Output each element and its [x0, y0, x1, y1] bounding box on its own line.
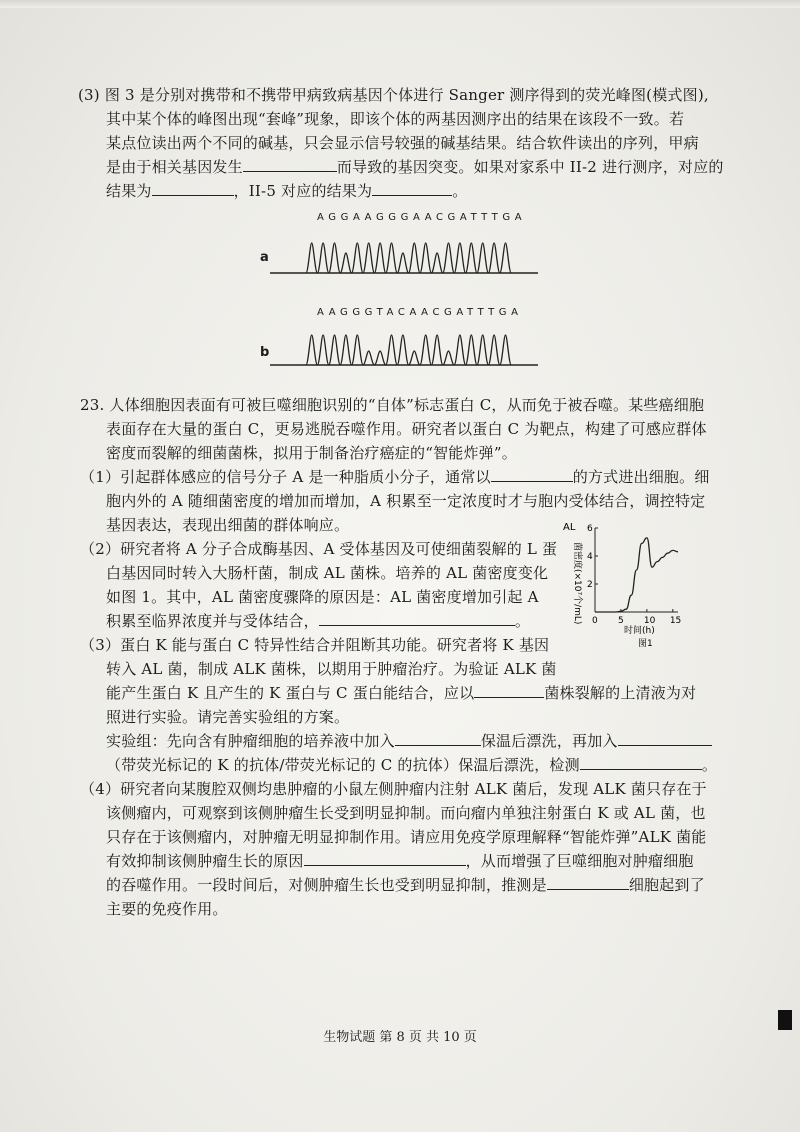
q23-p3-text-e: （带荧光标记的 K 的抗体/带荧光标记的 C 的抗体）保温后漂洗，检测 [106, 756, 580, 774]
q23-p4-text-d: 细胞起到了 [628, 876, 705, 894]
figure-1-caption: 图1 [638, 639, 653, 648]
y-tick-label: 2 [587, 580, 593, 590]
answer-blank-mutation-type[interactable] [243, 155, 337, 172]
answer-blank-control-strain[interactable] [474, 681, 544, 698]
q23-p1-line-3: 基因表达，表现出细菌的群体响应。 [106, 516, 350, 534]
q23-p3-line-2: 转入 AL 菌，制成 ALK 菌株，以期用于肿瘤治疗。为验证 ALK 菌 [106, 660, 557, 678]
figure-1-chart [560, 520, 690, 648]
trace-b-label: b [260, 345, 270, 360]
sequence-b-text: AAGGGTACAACGATTTGA [317, 307, 523, 318]
answer-blank-second-addition[interactable] [618, 729, 712, 746]
q23-p4-line-6: 主要的免疫作用。 [106, 900, 228, 918]
q23-p3-line-4: 照进行实验。请完善实验组的方案。 [106, 708, 350, 726]
q3-line-5-text-c: 。 [452, 182, 468, 200]
q23-p3-line-1: （3）蛋白 K 能与蛋白 C 特异性结合并阻断其功能。研究者将 K 基因 [80, 636, 550, 654]
q23-p4-text-c: 的吞噬作用。一段时间后，对侧肿瘤生长也受到明显抑制，推测是 [106, 876, 547, 894]
x-tick-label: 0 [592, 616, 598, 626]
q3-line-5-text-a: 结果为 [106, 182, 152, 200]
q23-p3-line-3 [106, 681, 696, 705]
page-footer: 生物试题 第 8 页 共 10 页 [323, 1030, 477, 1045]
answer-blank-ii5-result[interactable] [372, 179, 452, 196]
scan-top-edge [0, 0, 800, 8]
q23-p4-line-2: 该侧瘤内，可观察到该侧肿瘤生长受到明显抑制。而向瘤内单独注射蛋白 K 或 AL 菌，也 [106, 804, 706, 822]
q23-p2-line-3: 如图 1。其中，AL 菌密度骤降的原因是：AL 菌密度增加引起 A [106, 588, 539, 606]
q23-p3-line-6 [106, 753, 717, 777]
q23-p1-text-a: （1）引起群体感应的信号分子 A 是一种脂质小分子，通常以 [80, 468, 491, 486]
y-axis-label: 菌密度(×10⁷个/mL) [572, 542, 582, 625]
q23-p3-text-b: 菌株裂解的上清液为对 [544, 684, 697, 702]
answer-blank-density-drop-reason[interactable] [319, 609, 515, 626]
q23-p2-line-1: （2）研究者将 A 分子合成酶基因、A 受体基因及可使细菌裂解的 L 蛋 [80, 540, 558, 558]
q23-p2-line-4 [106, 609, 530, 633]
q23-p4-text-b: ，从而增强了巨噬细胞对肿瘤细胞 [465, 852, 694, 870]
q3-line-1: (3) 图 3 是分别对携带和不携带甲病致病基因个体进行 Sanger 测序得到的荧光峰图(模式图), [78, 86, 709, 104]
q3-line-5-text-b: ，II-5 对应的结果为 [233, 182, 373, 200]
q23-intro-3: 密度而裂解的细菌菌株，拟用于制备治疗癌症的“智能炸弹”。 [106, 444, 517, 462]
q23-p1-line-1 [80, 465, 710, 489]
x-tick-label: 10 [643, 616, 656, 626]
answer-blank-detection[interactable] [580, 753, 702, 770]
q23-p3-line-5 [106, 729, 712, 753]
q23-p4-text-a: 有效抑制该侧肿瘤生长的原因 [106, 852, 304, 870]
q3-line-5 [106, 179, 467, 203]
q3-line-4 [106, 155, 724, 179]
answer-blank-transport-mode[interactable] [491, 465, 573, 482]
q3-line-4-text-a: 是由于相关基因发生 [106, 158, 243, 176]
q3-line-3: 某点位读出两个不同的碱基，只会显示信号较强的碱基结果。结合软件读出的序列，甲病 [106, 134, 699, 152]
q23-p3-text-a: 能产生蛋白 K 且产生的 K 蛋白与 C 蛋白能结合，应以 [106, 684, 475, 702]
x-tick-label: 5 [617, 616, 624, 626]
chromatogram-b [270, 320, 540, 370]
q23-p3-text-c: 实验组：先向含有肿瘤细胞的培养液中加入 [106, 732, 395, 750]
q23-p3-text-f: 。 [701, 756, 718, 774]
scan-registration-mark [778, 1010, 792, 1030]
q23-p1-text-b: 的方式进出细胞。细 [572, 468, 710, 486]
answer-blank-first-addition[interactable] [395, 729, 481, 746]
q23-p4-line-5 [106, 873, 705, 897]
x-axis-label: 时间(h) [624, 626, 655, 636]
q23-p4-line-1: （4）研究者向某腹腔双侧均患肿瘤的小鼠左侧肿瘤内注射 ALK 菌后，发现 ALK 菌只存在于 [80, 780, 707, 798]
answer-blank-immune-cell[interactable] [547, 873, 629, 890]
y-axis-title: AL [563, 522, 576, 533]
q23-p2-text-a: 积累至临界浓度并与受体结合， [106, 612, 319, 630]
trace-a-label: a [260, 250, 269, 265]
y-tick-label: 6 [587, 524, 593, 534]
q3-line-2: 其中某个体的峰图出现“套峰”现象，即该个体的两基因测序出的结果在该段不一致。若 [106, 110, 685, 128]
q23-intro-2: 表面存在大量的蛋白 C，更易逃脱吞噬作用。研究者以蛋白 C 为靶点，构建了可感应群体 [106, 420, 707, 438]
answer-blank-ii2-result[interactable] [152, 179, 234, 196]
q23-p2-text-b: 。 [514, 612, 531, 630]
x-tick-label: 15 [669, 616, 682, 626]
y-tick-label: 4 [587, 552, 593, 562]
q3-line-4-text-b: 而导致的基因突变。如果对家系中 II-2 进行测序，对应的 [336, 158, 724, 176]
al-density-curve [595, 538, 678, 612]
q23-intro-1: 23. 人体细胞因表面有可被巨噬细胞识别的“自体”标志蛋白 C，从而免于被吞噬。某些癌细胞 [80, 396, 705, 414]
answer-blank-inhibition-reason[interactable] [304, 849, 466, 866]
sequence-a-text: AGGAAGGGAACGATTTGA [317, 212, 527, 223]
chromatogram-a [270, 226, 540, 278]
q23-p3-text-d: 保温后漂洗，再加入 [480, 732, 618, 750]
q23-p1-line-2: 胞内外的 A 随细菌密度的增加而增加，A 积累至一定浓度时才与胞内受体结合，调控特定 [106, 492, 706, 510]
q23-p2-line-2: 白基因同时转入大肠杆菌，制成 AL 菌株。培养的 AL 菌密度变化 [106, 564, 549, 582]
q23-p4-line-4 [106, 849, 694, 873]
q23-p4-line-3: 只存在于该侧瘤内，对肿瘤无明显抑制作用。请应用免疫学原理解释“智能炸弹”ALK 菌能 [106, 828, 707, 846]
